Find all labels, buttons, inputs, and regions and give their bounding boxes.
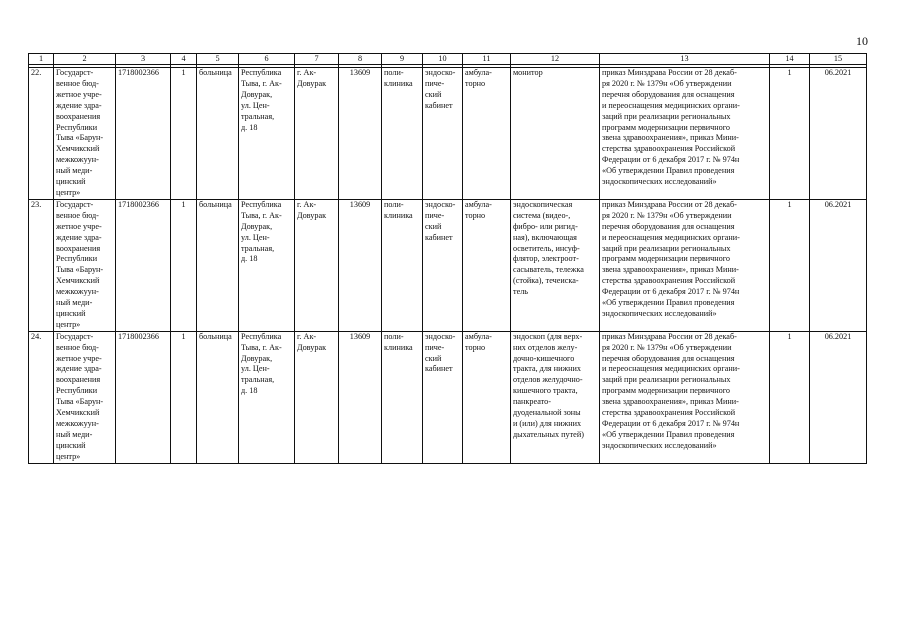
delivery-date: 06.2021 [810,68,867,200]
oktmo-code: 13609 [339,331,382,463]
column-header: 9 [382,54,423,65]
address: Республика Тыва, г. Ак- Довурак, ул. Цен- тральная, д. 18 [239,331,295,463]
column-header: 1 [29,54,54,65]
table-row [29,68,867,200]
delivery-date: 06.2021 [810,331,867,463]
inn-code: 1718002366 [116,331,171,463]
column-header: 2 [54,54,116,65]
quantity: 1 [171,68,197,200]
oktmo-code: 13609 [339,68,382,200]
legal-basis: приказ Минздрава России от 28 декаб- ря 2020 г. № 1379н «Об утверждении перечня оборудования для оснащения и переоснащения медицинских органи- заций при реализации региональных программ модернизации первичного звена здравоохранения», приказ Мини- стерства здравоохранения Российской Федерации от 6 декабря 2017 г. № 974н «Об утверждении Правил проведения эндоскопических исследований» [600,68,770,200]
unit-count: 1 [770,331,810,463]
column-header: 12 [511,54,600,65]
care-conditions: амбула- торно [463,331,511,463]
address: Республика Тыва, г. Ак- Довурак, ул. Цен- тральная, д. 18 [239,199,295,331]
column-header: 13 [600,54,770,65]
quantity: 1 [171,331,197,463]
city: г. Ак- Довурак [295,68,339,200]
column-header: 7 [295,54,339,65]
division: поли- клиника [382,199,423,331]
organization-name: Государст- венное бюд- жетное учре- ждение здра- воохранения Республики Тыва «Барун- Хемчикский межкожуун- ный меди- цинский центр» [54,331,116,463]
organization-name: Государст- венное бюд- жетное учре- ждение здра- воохранения Республики Тыва «Барун- Хемчикский межкожуун- ный меди- цинский центр» [54,68,116,200]
cabinet: эндоско- пиче- ский кабинет [423,68,463,200]
unit-count: 1 [770,68,810,200]
cabinet: эндоско- пиче- ский кабинет [423,199,463,331]
equipment: эндоскоп (для верх- них отделов желу- дочно-кишечного тракта, для нижних отделов желудочно- кишечного тракта, панкреато- дуоденальной зоны и (или) для нижних дыхательных путей) [511,331,600,463]
table-row [29,199,867,331]
column-header: 14 [770,54,810,65]
row-number: 22. [29,68,54,200]
facility-type: больница [197,331,239,463]
quantity: 1 [171,199,197,331]
column-header: 8 [339,54,382,65]
equipment: эндоскопическая система (видео-, фибро- или ригид- ная), включающая осветитель, инсуф- флятор, электроот- сасыватель, тележка (стойка), течеиска- тель [511,199,600,331]
cabinet: эндоско- пиче- ский кабинет [423,331,463,463]
column-header: 5 [197,54,239,65]
equipment: монитор [511,68,600,200]
legal-basis: приказ Минздрава России от 28 декаб- ря 2020 г. № 1379н «Об утверждении перечня оборудования для оснащения и переоснащения медицинских органи- заций при реализации региональных программ модернизации первичного звена здравоохранения», приказ Мини- стерства здравоохранения Российской Федерации от 6 декабря 2017 г. № 974н «Об утверждении Правил проведения эндоскопических исследований» [600,331,770,463]
care-conditions: амбула- торно [463,68,511,200]
organization-name: Государст- венное бюд- жетное учре- ждение здра- воохранения Республики Тыва «Барун- Хемчикский межкожуун- ный меди- цинский центр» [54,199,116,331]
facility-type: больница [197,68,239,200]
address: Республика Тыва, г. Ак- Довурак, ул. Цен- тральная, д. 18 [239,68,295,200]
table-row [29,331,867,463]
column-header: 3 [116,54,171,65]
legal-basis: приказ Минздрава России от 28 декаб- ря 2020 г. № 1379н «Об утверждении перечня оборудования для оснащения и переоснащения медицинских органи- заций при реализации региональных программ модернизации первичного звена здравоохранения», приказ Мини- стерства здравоохранения Российской Федерации от 6 декабря 2017 г. № 974н «Об утверждении Правил проведения эндоскопических исследований» [600,199,770,331]
row-number: 24. [29,331,54,463]
page-number: 10 [856,34,868,48]
division: поли- клиника [382,331,423,463]
column-number-row [29,54,867,65]
city: г. Ак- Довурак [295,199,339,331]
row-number: 23. [29,199,54,331]
oktmo-code: 13609 [339,199,382,331]
care-conditions: амбула- торно [463,199,511,331]
column-header: 4 [171,54,197,65]
unit-count: 1 [770,199,810,331]
division: поли- клиника [382,68,423,200]
equipment-table [28,53,867,464]
column-header: 11 [463,54,511,65]
column-header: 15 [810,54,867,65]
inn-code: 1718002366 [116,199,171,331]
inn-code: 1718002366 [116,68,171,200]
column-header: 6 [239,54,295,65]
column-header: 10 [423,54,463,65]
delivery-date: 06.2021 [810,199,867,331]
city: г. Ак- Довурак [295,331,339,463]
facility-type: больница [197,199,239,331]
